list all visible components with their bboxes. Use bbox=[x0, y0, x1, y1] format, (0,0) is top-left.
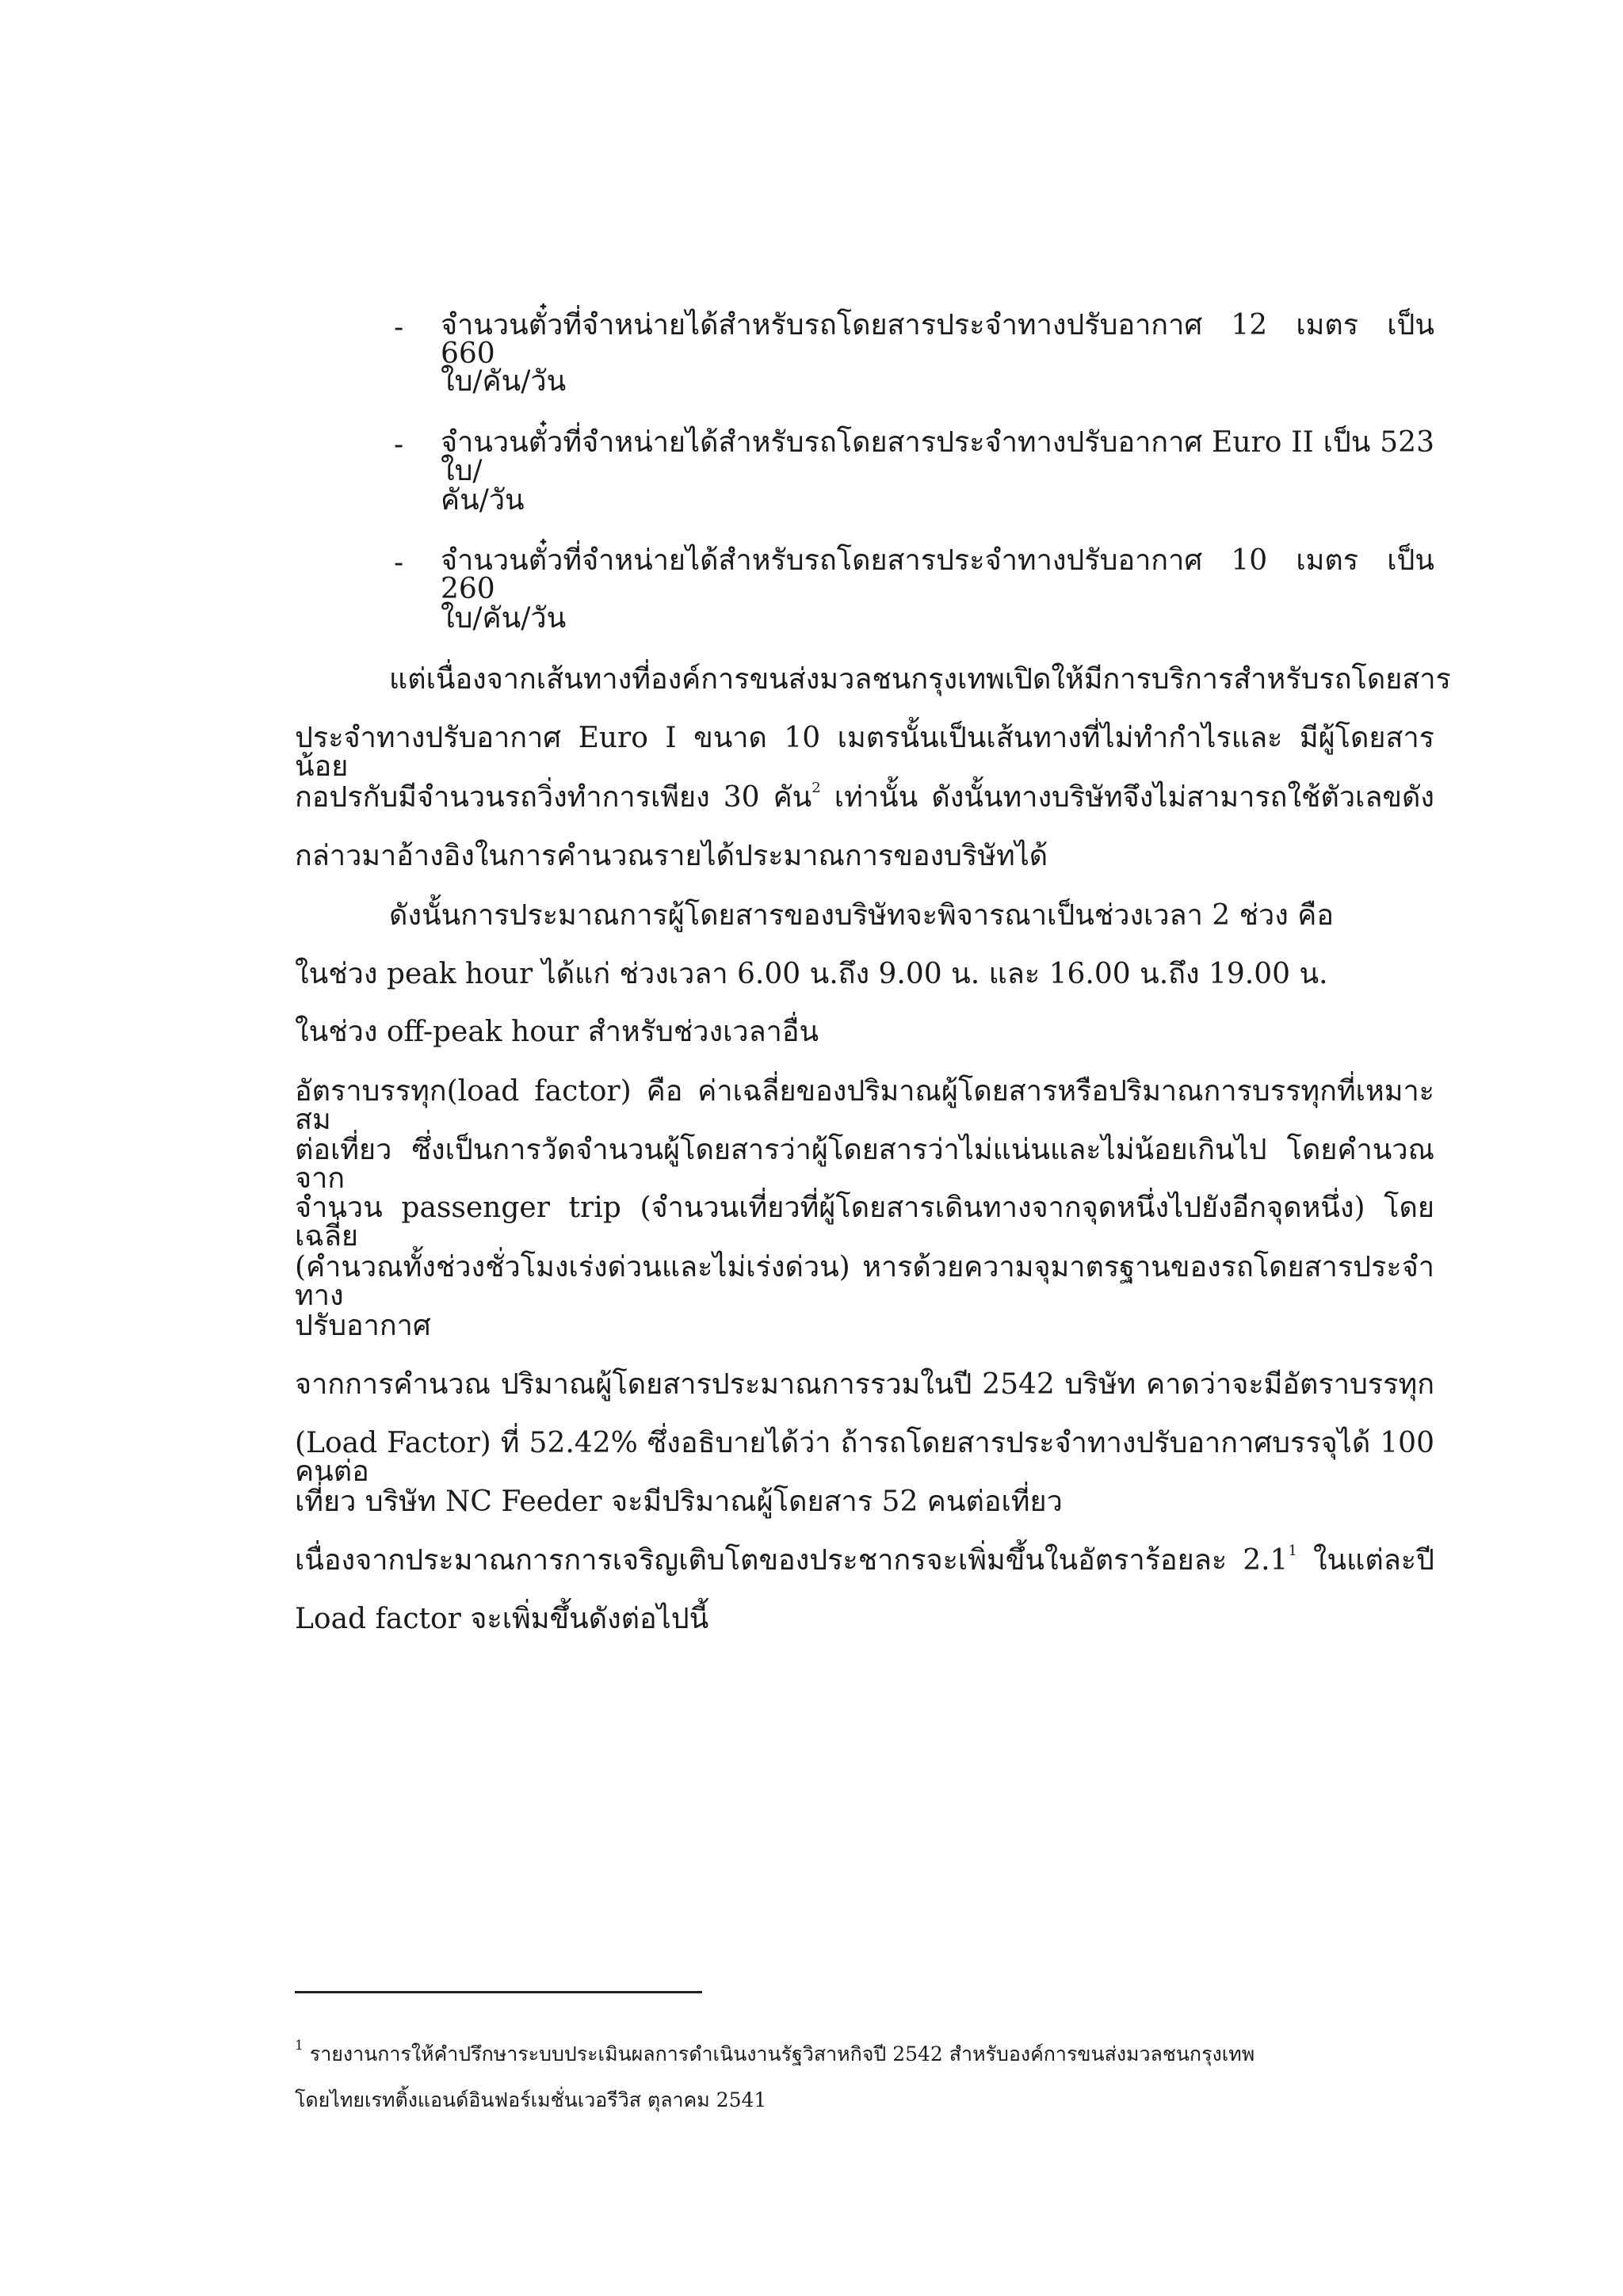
footnote-line: $^1$ รายงานการให้คำปรึกษาระบบประเมินผลการดำเนินงานรัฐวิสาหกิจปี 2542 สำหรับองค์การขนส่งมวลชนกรุงเทพ bbox=[295, 2038, 1255, 2065]
paragraph-line: Load factor จะเพิ่มขึ้นดังต่อไปนี้ bbox=[295, 1603, 709, 1635]
paragraph-line: เที่ยว บริษัท NC Feeder จะมีปริมาณผู้โดยสาร 52 คนต่อเที่ยว bbox=[295, 1486, 1063, 1518]
footnote-ref: 2 bbox=[812, 780, 821, 796]
paragraph-line: จากการคำนวณ ปริมาณผู้โดยสารประมาณการรวมในปี 2542 บริษัท คาดว่าจะมีอัตราบรรทุก bbox=[295, 1368, 1434, 1401]
paragraph-line: (คำนวณทั้งช่วงชั่วโมงเร่งด่วนและไม่เร่งด่วน) หารด้วยความจุมาตรฐานของรถโดยสารประจำทาง bbox=[295, 1251, 1434, 1312]
footnote-line: โดยไทยเรทติ้งแอนด์อินฟอร์เมชั่นเวอรีวิส ตุลาคม 2541 bbox=[295, 2088, 767, 2111]
bullet-text-line: ใบ/คัน/วัน bbox=[441, 365, 567, 398]
bullet-marker: - bbox=[394, 429, 404, 461]
footnote-marker: 1 bbox=[295, 2038, 304, 2054]
paragraph-line: จำนวน passenger trip (จำนวนเที่ยวที่ผู้โดยสารเดินทางจากจุดหนึ่งไปยังอีกจุดหนึ่ง) โดยเฉลี่ย bbox=[295, 1192, 1434, 1253]
paragraph-line: ต่อเที่ยว ซึ่งเป็นการวัดจำนวนผู้โดยสารว่าผู้โดยสารว่าไม่แน่นและไม่น้อยเกินไป โดยคำนวณจาก bbox=[295, 1134, 1434, 1195]
footnote-divider bbox=[295, 1991, 702, 1993]
paragraph-line: อัตราบรรทุก(load factor) คือ ค่าเฉลี่ยของปริมาณผู้โดยสารหรือปริมาณการบรรทุกที่เหมาะสม bbox=[295, 1075, 1434, 1136]
paragraph-line: ดังนั้นการประมาณการผู้โดยสารของบริษัทจะพิจารณาเป็นช่วงเวลา 2 ช่วง คือ bbox=[389, 899, 1334, 932]
bullet-text-line: จำนวนตั๋วที่จำหน่ายได้สำหรับรถโดยสารประจำทางปรับอากาศ 10 เมตร เป็น 260 bbox=[441, 544, 1434, 605]
bullet-marker: - bbox=[394, 547, 404, 579]
paragraph-line: แต่เนื่องจากเส้นทางที่องค์การขนส่งมวลชนกรุงเทพเปิดให้มีการบริการสำหรับรถโดยสาร bbox=[389, 663, 1451, 696]
paragraph-line: เนื่องจากประมาณการการเจริญเติบโตของประชากรจะเพิ่มขึ้นในอัตราร้อยละ $2.1^1$ ในแต่ละปี bbox=[295, 1543, 1434, 1577]
paragraph-line: ในช่วง peak hour ได้แก่ ช่วงเวลา 6.00 น.ถึง 9.00 น. และ 16.00 น.ถึง 19.00 น. bbox=[295, 958, 1328, 990]
paragraph-line: ประจำทางปรับอากาศ Euro I ขนาด 10 เมตรนั้นเป็นเส้นทางที่ไม่ทำกำไรและ มีผู้โดยสารน้อย bbox=[295, 722, 1434, 783]
paragraph-line: กอปรกับมีจำนวนรถวิ่งทำการเพียง 30 คัน$^2$ เท่านั้น ดังนั้นทางบริษัทจึงไม่สามารถใช้ตัวเลขดัง bbox=[295, 780, 1434, 814]
paragraph-line: ในช่วง off-peak hour สำหรับช่วงเวลาอื่น bbox=[295, 1016, 819, 1048]
paragraph-line: ปรับอากาศ bbox=[295, 1310, 431, 1342]
bullet-text-line: จำนวนตั๋วที่จำหน่ายได้สำหรับรถโดยสารประจำทางปรับอากาศ Euro II เป็น 523 ใบ/ bbox=[441, 426, 1434, 487]
paragraph-line: (Load Factor) ที่ 52.42% ซึ่งอธิบายได้ว่า ถ้ารถโดยสารประจำทางปรับอากาศบรรจุได้ 100 คนต่อ bbox=[295, 1427, 1434, 1488]
bullet-marker: - bbox=[394, 311, 404, 344]
paragraph-line: กล่าวมาอ้างอิงในการคำนวณรายได้ประมาณการของบริษัทได้ bbox=[295, 840, 1048, 872]
bullet-text-line: ใบ/คัน/วัน bbox=[441, 602, 567, 635]
bullet-text-line: จำนวนตั๋วที่จำหน่ายได้สำหรับรถโดยสารประจำทางปรับอากาศ 12 เมตร เป็น 660 bbox=[441, 309, 1434, 370]
footnote-ref: 1 bbox=[1288, 1543, 1297, 1559]
bullet-text-line: คัน/วัน bbox=[441, 484, 525, 517]
